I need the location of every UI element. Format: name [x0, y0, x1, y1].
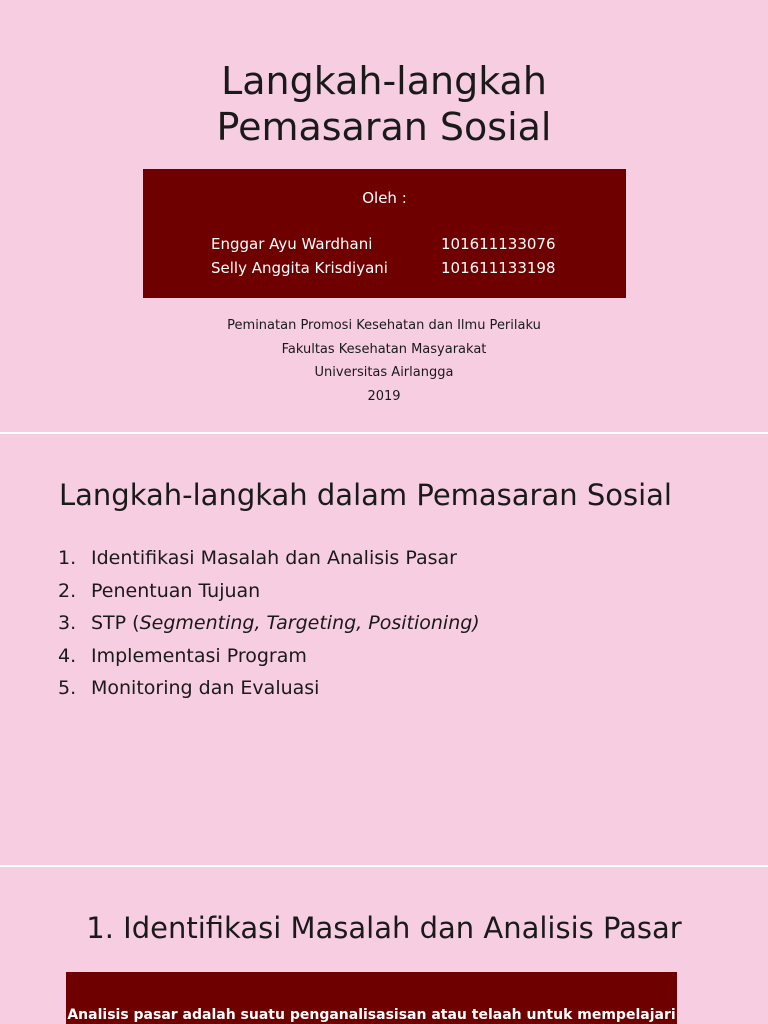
steps-slide	[0, 434, 768, 865]
definition-text: Analisis pasar adalah suatu penganalisasisan atau telaah untuk mempelajari	[67, 1007, 676, 1023]
definition-box	[66, 972, 677, 1024]
market-analysis-slide	[0, 867, 768, 1024]
affiliation-university: Universitas Airlangga	[314, 365, 454, 380]
list-item	[58, 645, 480, 678]
title-line-2: Pemasaran Sosial	[216, 105, 552, 149]
author-nim: 101611133198	[441, 259, 556, 277]
affiliation-faculty: Fakultas Kesehatan Masyarakat	[281, 341, 487, 357]
affiliation-block	[0, 314, 768, 408]
slide-title: Langkah-langkah dalam Pemasaran Sosial	[59, 478, 672, 512]
list-text: Monitoring dan Evaluasi	[91, 677, 320, 699]
list-text: Identifikasi Masalah dan Analisis Pasar	[91, 547, 457, 569]
list-item	[58, 580, 480, 613]
list-text: Implementasi Program	[91, 644, 307, 667]
list-number: 4.	[58, 644, 77, 667]
authors-label: Oleh :	[362, 189, 407, 207]
title-line-1: Langkah-langkah	[221, 59, 547, 103]
list-number: 1.	[58, 547, 77, 569]
authors-box	[143, 169, 626, 298]
author-name: Selly Anggita Krisdiyani	[211, 259, 388, 277]
slide-title: 1. Identifikasi Masalah dan Analisis Pasar	[86, 911, 682, 945]
list-number: 5.	[58, 677, 77, 699]
list-text-italic: Segmenting, Targeting, Positioning)	[139, 612, 480, 634]
steps-list	[58, 547, 480, 710]
list-text: Penentuan Tujuan	[91, 579, 261, 602]
author-nim: 101611133076	[441, 235, 556, 253]
title-slide	[0, 0, 768, 432]
list-item	[58, 612, 480, 645]
list-item	[58, 547, 480, 580]
list-number: 3.	[58, 612, 77, 634]
list-item	[58, 677, 480, 710]
list-number: 2.	[58, 579, 77, 602]
author-name: Enggar Ayu Wardhani	[211, 235, 373, 253]
affiliation-year: 2019	[367, 388, 401, 404]
presentation-title	[0, 58, 768, 150]
affiliation-program: Peminatan Promosi Kesehatan dan Ilmu Perilaku	[227, 318, 541, 333]
list-text: STP (	[91, 612, 140, 634]
